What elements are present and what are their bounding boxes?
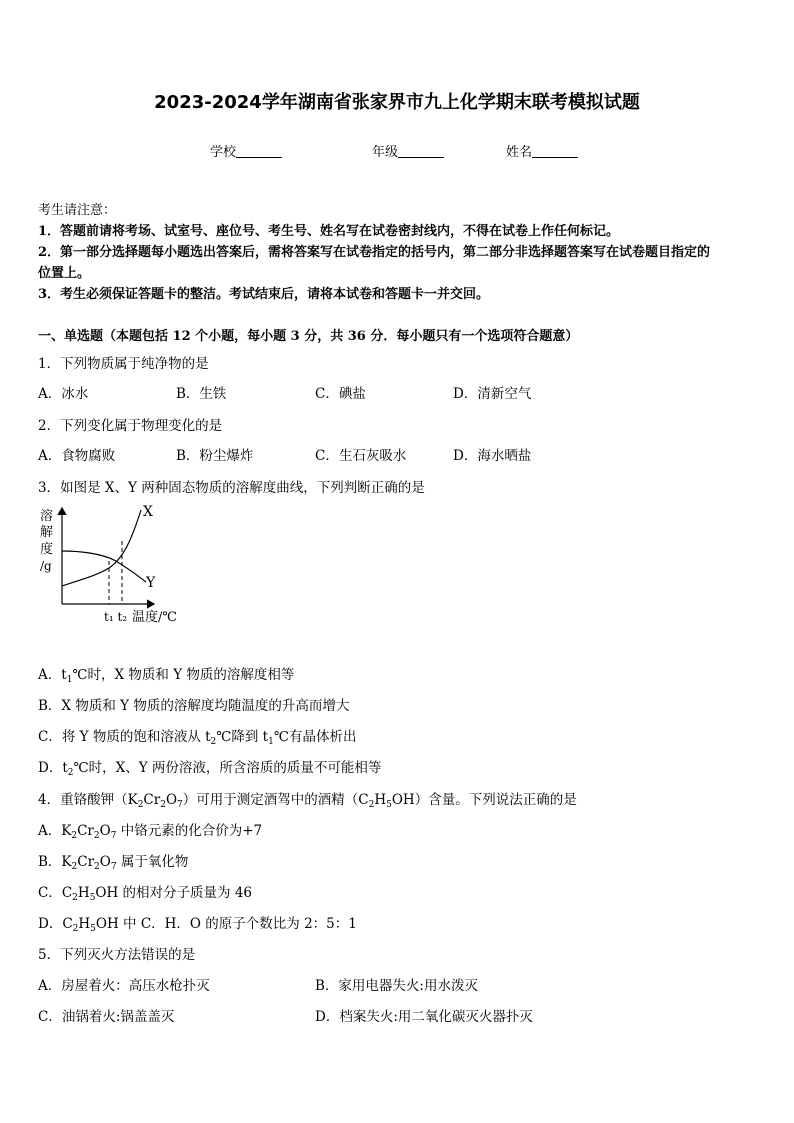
text: O	[165, 792, 178, 808]
q1-option-a[interactable]: A．冰水	[38, 386, 89, 402]
subscript: 7	[110, 831, 117, 841]
solubility-curve-figure	[34, 500, 214, 630]
curve-x-label: X	[143, 504, 153, 520]
page-title: 2023-2024学年湖南省张家界市九上化学期末联考模拟试题	[154, 92, 640, 113]
q4-option-a[interactable]	[38, 823, 262, 844]
curve-y	[62, 551, 146, 582]
text: C．C	[38, 885, 73, 901]
subscript: 7	[177, 800, 183, 810]
text: Cr	[143, 792, 161, 808]
q5-option-d[interactable]: D．档案失火:用二氧化碳灭火器扑灭	[315, 1009, 533, 1025]
school-label: 学校	[210, 145, 237, 160]
text: OH 中 C．H．O 的原子个数比为 2：5：1	[95, 916, 357, 932]
q5-stem: 5．下列灭火方法错误的是	[38, 947, 196, 963]
text: OH）含量。下列说法正确的是	[391, 792, 577, 808]
subscript: 5	[90, 924, 96, 934]
q3-option-c[interactable]	[38, 729, 356, 750]
subscript: 5	[89, 893, 96, 903]
text: O	[99, 854, 111, 870]
q3-option-a[interactable]	[38, 667, 294, 688]
text: ℃有晶体析出	[273, 729, 357, 745]
grade-blank[interactable]	[398, 145, 444, 158]
subscript: 2	[71, 862, 78, 872]
q4-stem	[38, 792, 577, 813]
q3-stem: 3．如图是 X、Y 两种固态物质的溶解度曲线，下列判断正确的是	[38, 480, 425, 496]
school-blank[interactable]	[236, 145, 282, 158]
text: ）可用于测定酒驾中的酒精（C	[182, 792, 369, 808]
subscript: 2	[94, 862, 100, 872]
y-axis-label-4: /g	[40, 559, 52, 573]
notice-heading: 考生请注意：	[38, 203, 117, 218]
text: 属于氧化物	[116, 854, 189, 870]
t-ticks-label: t₁ t₂	[104, 610, 128, 624]
notice-item: 2．第一部分选择题每小题选出答案后，需将答案写在试卷指定的括号内，第二部分非选择题答案写在试卷题目指定的	[38, 245, 711, 260]
text: C．将 Y 物质的饱和溶液从 t	[38, 729, 211, 745]
text: 4．重铬酸钾（K	[38, 792, 138, 808]
section-heading: 一、单选题（本题包括 12 个小题，每小题 3 分，共 36 分．每小题只有一个选项符合题意）	[38, 329, 579, 344]
y-axis-label-2: 解	[40, 525, 54, 540]
text: ℃时，X、Y 两份溶液，所含溶质的质量不可能相等	[73, 760, 382, 776]
q2-option-c[interactable]: C．生石灰吸水	[315, 448, 407, 464]
q2-stem: 2．下列变化属于物理变化的是	[38, 418, 223, 434]
text: 中铬元素的化合价为+7	[116, 823, 263, 839]
grade-field[interactable]	[372, 141, 444, 160]
text: ℃降到 t	[216, 729, 269, 745]
text: D．t	[38, 760, 68, 776]
name-label: 姓名	[506, 145, 533, 160]
text: Cr	[77, 854, 95, 870]
q5-option-c[interactable]: C．油锅着火:锅盖盖灭	[38, 1009, 175, 1025]
subscript: 2	[210, 737, 217, 747]
q3-option-b[interactable]: B．X 物质和 Y 物质的溶解度均随温度的升高而增大	[38, 698, 350, 714]
school-field[interactable]	[210, 141, 282, 160]
notice-item: 3．考生必须保证答题卡的整洁。考试结束后，请将本试卷和答题卡一并交回。	[38, 287, 490, 302]
q3-option-d[interactable]	[38, 760, 381, 781]
text: A．K	[38, 823, 72, 839]
curve-x	[62, 510, 141, 586]
q4-option-b[interactable]	[38, 854, 188, 875]
q4-option-d[interactable]	[38, 916, 357, 937]
text: D．C	[38, 916, 73, 932]
q2-option-a[interactable]: A．食物腐败	[38, 448, 116, 464]
q5-option-b[interactable]: B．家用电器失火:用水泼灭	[315, 978, 478, 994]
notice-item: 1．答题前请将考场、试室号、座位号、考生号、姓名写在试卷密封线内，不得在试卷上作任何标记。	[38, 224, 620, 239]
notice-item: 位置上。	[38, 266, 91, 281]
q1-option-b[interactable]: B．生铁	[176, 386, 227, 402]
subscript: 7	[110, 862, 117, 872]
text: A．t	[38, 667, 67, 683]
subscript: 2	[72, 893, 78, 903]
subscript: 2	[72, 924, 79, 934]
q4-option-c[interactable]	[38, 885, 252, 906]
q5-option-a[interactable]: A．房屋着火：高压水枪扑灭	[38, 978, 210, 994]
subscript: 5	[386, 800, 392, 810]
name-field[interactable]	[506, 141, 578, 160]
text: ℃时，X 物质和 Y 物质的溶解度相等	[72, 667, 295, 683]
q1-option-c[interactable]: C．碘盐	[315, 386, 366, 402]
text: B．K	[38, 854, 72, 870]
text: H	[374, 792, 387, 808]
q2-option-d[interactable]: D．海水晒盐	[453, 448, 532, 464]
q2-option-b[interactable]: B．粉尘爆炸	[176, 448, 254, 464]
y-axis-label-1: 溶	[40, 509, 54, 524]
subscript: 2	[368, 800, 375, 810]
name-blank[interactable]	[532, 145, 578, 158]
subscript: 2	[160, 800, 166, 810]
grade-label: 年级	[372, 145, 399, 160]
subscript: 2	[137, 800, 144, 810]
subscript: 2	[71, 831, 78, 841]
subscript: 1	[268, 737, 274, 747]
y-axis-label-3: 度	[40, 542, 54, 557]
curve-y-label: Y	[146, 575, 156, 591]
subscript: 1	[66, 675, 73, 685]
text: H	[78, 916, 91, 932]
x-axis-label: 温度/℃	[132, 610, 177, 625]
subscript: 2	[67, 768, 74, 778]
q1-option-d[interactable]: D．清新空气	[453, 386, 532, 402]
subscript: 2	[93, 831, 100, 841]
text: H	[77, 885, 90, 901]
text: OH 的相对分子质量为 46	[95, 885, 253, 901]
text: Cr	[77, 823, 94, 839]
text: O	[99, 823, 111, 839]
q1-stem: 1．下列物质属于纯净物的是	[38, 356, 209, 372]
